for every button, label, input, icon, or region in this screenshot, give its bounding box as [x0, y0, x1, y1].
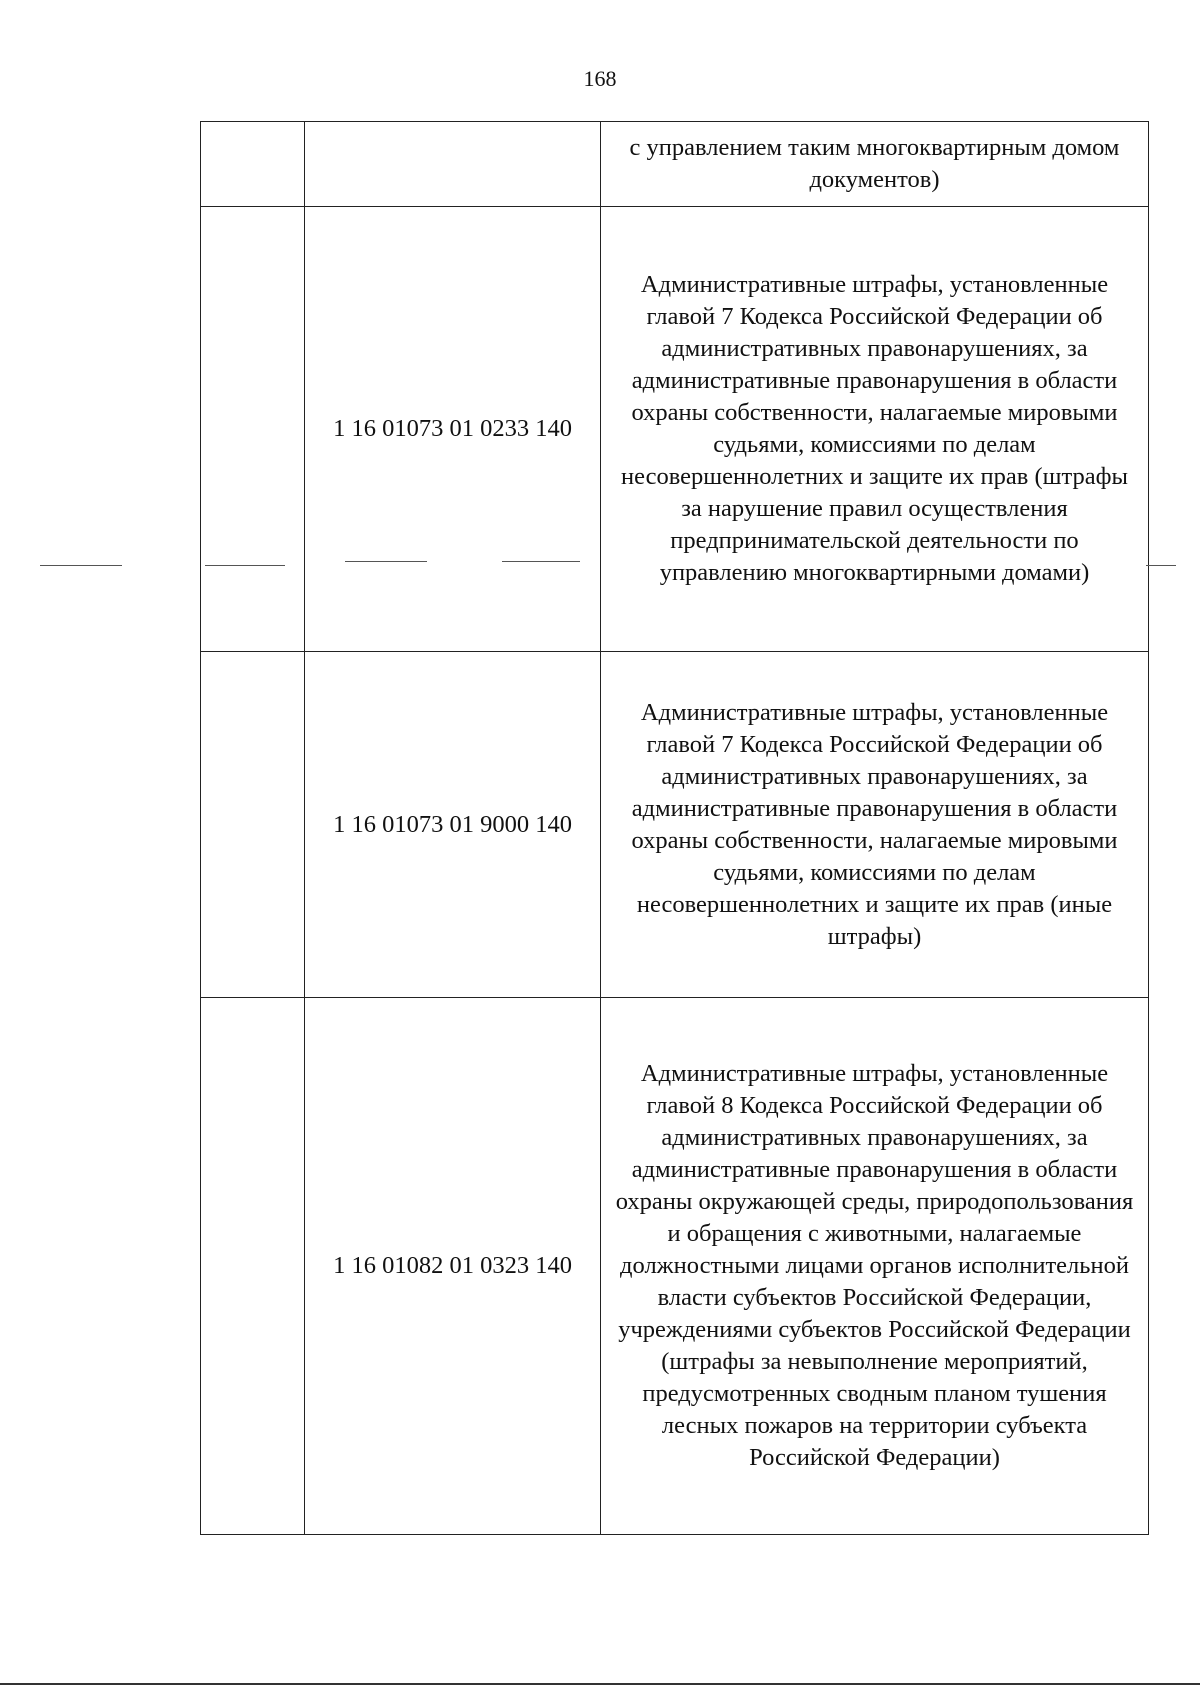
code-cell: 1 16 01082 01 0323 140	[305, 998, 601, 1535]
row-index-cell	[201, 998, 305, 1535]
table-row	[201, 652, 1149, 998]
table-row	[201, 207, 1149, 652]
description-cell: Административные штрафы, установленные главой 7 Кодекса Российской Федерации об административных правонарушениях, за административные правонарушения в области охраны собственности, налагаемые мировыми судьями, комиссиями по делам несовершеннолетних и защите их прав (иные штрафы)	[601, 652, 1149, 998]
bottom-rule	[0, 1683, 1200, 1685]
table-row	[201, 122, 1149, 207]
scan-artifact-line	[40, 565, 122, 566]
scan-artifact-line	[502, 561, 580, 562]
page-number: 168	[583, 66, 617, 91]
scan-artifact-line	[345, 561, 427, 562]
description-cell: с управлением таким многоквартирным домом документов)	[601, 122, 1149, 207]
table-row	[201, 998, 1149, 1535]
row-index-cell	[201, 652, 305, 998]
code-cell	[305, 122, 601, 207]
code-cell: 1 16 01073 01 0233 140	[305, 207, 601, 652]
code-cell: 1 16 01073 01 9000 140	[305, 652, 601, 998]
row-index-cell	[201, 122, 305, 207]
row-index-cell	[201, 207, 305, 652]
budget-codes-table	[200, 121, 1149, 1535]
scan-artifact-line	[1146, 565, 1176, 566]
description-cell: Административные штрафы, установленные главой 7 Кодекса Российской Федерации об административных правонарушениях, за административные правонарушения в области охраны собственности, налагаемые мировыми судьями, комиссиями по делам несовершеннолетних и защите их прав (штрафы за нарушение правил осуществления предпринимательской деятельности по управлению многоквартирными домами)	[601, 207, 1149, 652]
scan-artifact-line	[205, 565, 285, 566]
description-cell: Административные штрафы, установленные главой 8 Кодекса Российской Федерации об административных правонарушениях, за административные правонарушения в области охраны окружающей среды, природопользования и обращения с животными, налагаемые должностными лицами органов исполнительной власти субъектов Российской Федерации, учреждениями субъектов Российской Федерации (штрафы за невыполнение мероприятий, предусмотренных сводным планом тушения лесных пожаров на территории субъекта Российской Федерации)	[601, 998, 1149, 1535]
